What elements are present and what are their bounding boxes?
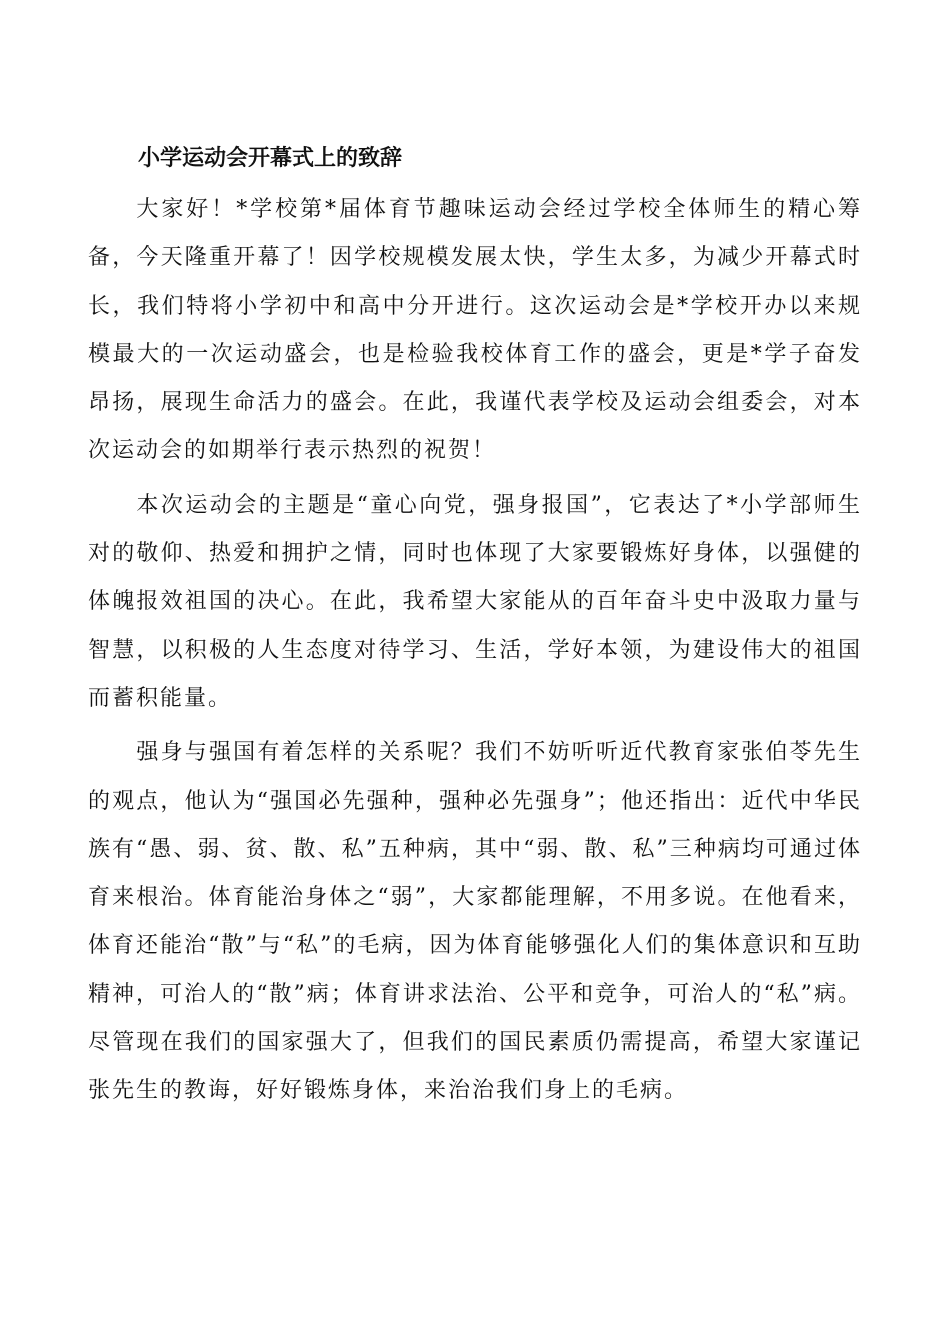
paragraph-3: 强身与强国有着怎样的关系呢？我们不妨听听近代教育家张伯苓先生的观点，他认为“强国必先强种，强种必先强身”；他还指出：近代中华民族有“愚、弱、贫、散、私”五种病，其中“弱、散、私”三种病均可通过体育来根治。体育能治身体之“弱”，大家都能理解，不用多说。在他看来，体育还能治“散”与“私”的毛病，因为体育能够强化人们的集体意识和互助精神，可治人的“散”病；体育讲求法治、公平和竞争，可治人的“私”病。尽管现在我们的国家强大了，但我们的国民素质仍需提高，希望大家谨记张先生的教诲，好好锻炼身体，来治治我们身上的毛病。 <box>88 740 862 1104</box>
paragraph-1: 大家好！*学校第*届体育节趣味运动会经过学校全体师生的精心筹备，今天隆重开幕了！因学校规模发展太快，学生太多，为减少开幕式时长，我们特将小学初中和高中分开进行。这次运动会是*学校开办以来规模最大的一次运动盛会，也是检验我校体育工作的盛会，更是*学子奋发昂扬，展现生命活力的盛会。在此，我谨代表学校及运动会组委会，对本次运动会的如期举行表示热烈的祝贺！ <box>88 197 862 464</box>
document-body <box>88 138 862 1122</box>
paragraph-2: 本次运动会的主题是“童心向党，强身报国”，它表达了*小学部师生对的敬仰、热爱和拥护之情，同时也体现了大家要锻炼好身体，以强健的体魄报效祖国的决心。在此，我希望大家能从的百年奋斗史中汲取力量与智慧，以积极的人生态度对待学习、生活，学好本领，为建设伟大的祖国而蓄积能量。 <box>88 492 862 711</box>
document-title: 小学运动会开幕式上的致辞 <box>138 145 403 171</box>
